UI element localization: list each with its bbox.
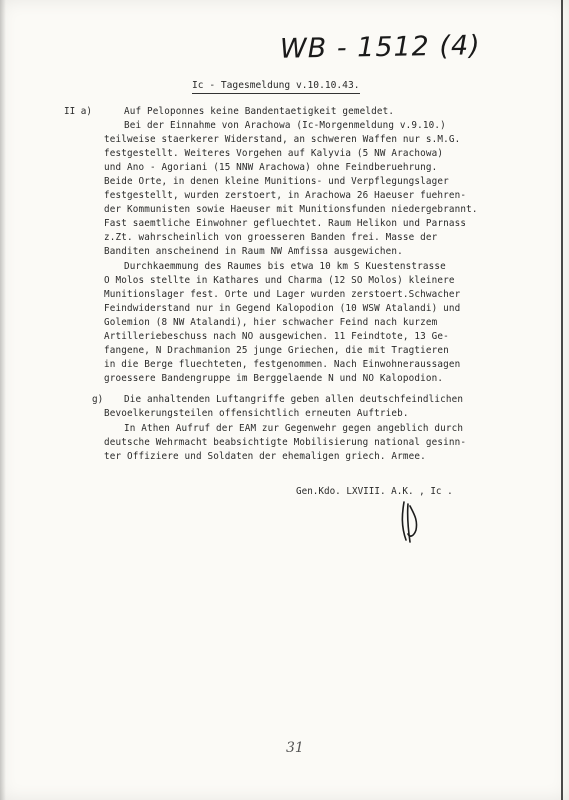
text-line: groessere Bandengruppe im Berggelaende N und NO Kalopodion. — [104, 373, 444, 384]
text-line: teilweise staerkerer Widerstand, an schweren Waffen nur s.M.G. — [104, 134, 461, 145]
text-line: Durchkaemmung des Raumes bis etwa 10 km S Kuestenstrasse — [124, 261, 446, 272]
text-line: Artilleriebeschuss nach NO ausgewichen. 11 Feindtote, 13 Ge- — [104, 331, 449, 342]
handwritten-paraph — [398, 500, 422, 544]
text-line: Fast saemtliche Einwohner gefluechtet. Raum Helikon und Parnass — [104, 218, 467, 229]
signature-line: Gen.Kdo. LXVIII. A.K. , Ic . — [296, 486, 453, 497]
text-line: Feindwiderstand nur in Gegend Kalopodion (10 WSW Atalandi) und — [104, 303, 461, 314]
document-title — [192, 80, 360, 91]
text-line: Bevoelkerungsteilen offensichtlich erneuten Auftrieb. — [104, 408, 409, 419]
text-line: Beide Orte, in denen kleine Munitions- und Verpflegungslager — [104, 176, 449, 187]
text-line: festgestellt. Weiteres Vorgehen auf Kalyvia (5 NW Arachowa) — [104, 148, 444, 159]
section-label-iia: II a) — [64, 106, 92, 117]
text-line: O Molos stellte in Kathares und Charma (12 SO Molos) kleinere — [104, 275, 455, 286]
text-line: Bei der Einnahme von Arachowa (Ic-Morgenmeldung v.9.10.) — [124, 120, 446, 131]
text-line: In Athen Aufruf der EAM zur Gegenwehr gegen angeblich durch — [124, 423, 464, 434]
text-line: festgestellt, wurden zerstoert, in Arachowa 26 Haeuser fuehren- — [104, 190, 467, 201]
text-line: in die Berge fluechteten, festgenommen. Nach Einwohneraussagen — [104, 359, 461, 370]
title-underline — [192, 93, 360, 94]
text-line: Die anhaltenden Luftangriffe geben allen deutschfeindlichen — [124, 394, 464, 405]
text-line: Banditen anscheinend in Raum NW Amfissa ausgewichen. — [104, 246, 403, 257]
document-title-text: Ic - Tagesmeldung v.10.10.43. — [192, 80, 360, 91]
text-line: der Kommunisten sowie Haeuser mit Munitionsfunden niedergebrannt. — [104, 204, 478, 215]
text-line: Golemion (8 NW Atalandi), hier schwacher Feind nach kurzem — [104, 317, 438, 328]
text-line: Auf Peloponnes keine Bandentaetigkeit gemeldet. — [124, 106, 395, 117]
text-line: fangene, N Drachmanion 25 junge Griechen, die mit Tragtieren — [104, 345, 449, 356]
page-number: 31 — [286, 740, 304, 756]
text-line: Munitionslager fest. Orte und Lager wurden zerstoert.Schwacher — [104, 289, 461, 300]
text-line: deutsche Wehrmacht beabsichtigte Mobilisierung national gesinn- — [104, 437, 467, 448]
text-line: z.Zt. wahrscheinlich von groesseren Banden frei. Masse der — [104, 232, 438, 243]
archive-reference: WB - 1512 (4) — [279, 30, 481, 65]
section-label-g: g) — [92, 394, 104, 405]
text-line: und Ano - Agoriani (15 NNW Arachowa) ohne Feindberuehrung. — [104, 162, 438, 173]
text-line: ter Offiziere und Soldaten der ehemaligen griech. Armee. — [104, 451, 426, 462]
